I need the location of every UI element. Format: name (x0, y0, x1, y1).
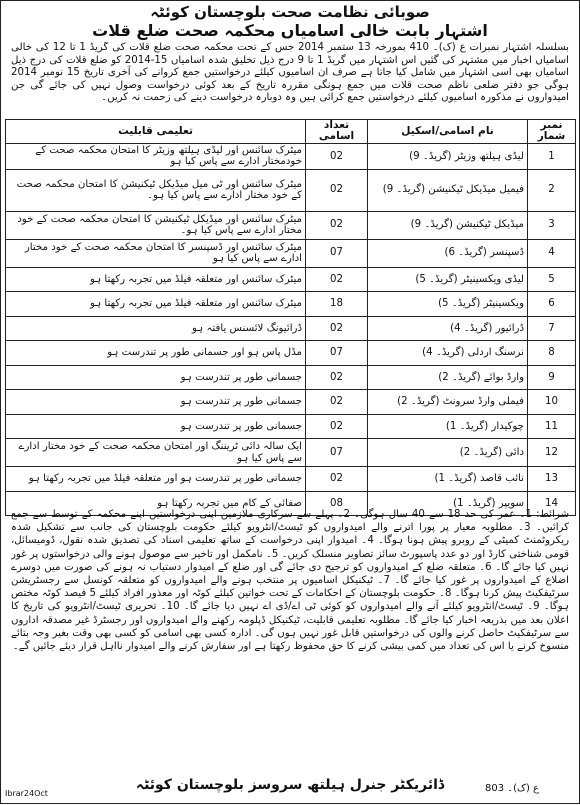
table-row (6, 365, 576, 390)
table-row (6, 414, 576, 439)
table-row (6, 341, 576, 366)
qualification-cell: صفائی کے کام میں تجربہ رکھتا ہو (6, 491, 306, 516)
post-cell: فیمیل میڈیکل ٹیکنیشن (گریڈ۔ 9) (368, 169, 528, 211)
count-cell: 02 (306, 414, 368, 439)
table-row (6, 390, 576, 415)
qualification-cell: جسمانی طور پر تندرست ہو (6, 390, 306, 415)
reference-number: ع (ک)۔ 803 (484, 783, 539, 794)
table-row (6, 169, 576, 211)
header-serial: نمبر شمار (528, 120, 576, 144)
serial-cell: 5 (528, 267, 576, 292)
post-cell: چوکیدار (گریڈ۔ 1) (368, 414, 528, 439)
count-cell: 08 (306, 491, 368, 516)
post-cell: نرسنگ اردلی (گریڈ۔ 4) (368, 341, 528, 366)
post-cell: دائی (گریڈ۔ 2) (368, 439, 528, 467)
advertisement-footer (1, 775, 579, 805)
table-row (6, 143, 576, 169)
count-cell: 07 (306, 439, 368, 467)
header-count: تعداد اسامی (306, 120, 368, 144)
qualification-cell: مڈل پاس ہو اور جسمانی طور پر تندرست ہو (6, 341, 306, 366)
table-row (6, 467, 576, 492)
serial-cell: 13 (528, 467, 576, 492)
serial-cell: 4 (528, 239, 576, 267)
post-cell: لیڈی ویکسینیٹر (گریڈ۔ 5) (368, 267, 528, 292)
table-row (6, 267, 576, 292)
post-cell: ڈسپنسر (گریڈ۔ 6) (368, 239, 528, 267)
count-cell: 02 (306, 316, 368, 341)
qualification-cell: جسمانی طور پر تندرست ہو (6, 365, 306, 390)
serial-cell: 1 (528, 143, 576, 169)
serial-cell: 12 (528, 439, 576, 467)
source-tag: Ibrar24Oct (5, 789, 48, 798)
qualification-cell: میٹرک سائنس اور متعلقہ فیلڈ میں تجربہ رکھتا ہو (6, 267, 306, 292)
qualification-cell: میٹرک سائنس اور متعلقہ فیلڈ میں تجربہ رکھتا ہو (6, 292, 306, 317)
qualification-cell: میٹرک سائنس اور لیڈی ہیلتھ وزیٹر کا امتحان محکمہ صحت کے خودمختار ادارے سے پاس کیا ہو (6, 143, 306, 169)
qualification-cell: جسمانی طور پر تندرست ہو اور متعلقہ فیلڈ میں تجربہ رکھتا ہو (6, 467, 306, 492)
serial-cell: 9 (528, 365, 576, 390)
post-cell: میڈیکل ٹیکنیشن (گریڈ۔ 9) (368, 211, 528, 239)
post-cell: ویکسینیٹر (گریڈ۔ 5) (368, 292, 528, 317)
directorate-title: صوبائی نظامت صحت بلوچستان کوئٹہ (150, 3, 430, 21)
qualification-cell: ایک سالہ دائی ٹریننگ اور امتحان محکمہ صحت کے خود مختار ادارے سے پاس کیا ہو (6, 439, 306, 467)
table-row (6, 439, 576, 467)
serial-cell: 14 (528, 491, 576, 516)
table-row (6, 211, 576, 239)
count-cell: 02 (306, 169, 368, 211)
count-cell: 07 (306, 239, 368, 267)
qualification-cell: میٹرک سائنس اور ٹی میل میڈیکل ٹیکنیشن کا امتحان محکمہ صحت کے خود مختار ادارے سے پاس کیا ہو۔ (6, 169, 306, 211)
count-cell: 07 (306, 341, 368, 366)
intro-paragraph: بسلسلہ اشتہار نمبرات ع (ک)۔ 410 بمورخہ 13 ستمبر 2014 جس کے تحت محکمہ صحت ضلع قلات کی گریڈ 1 تا 12 کی خالی اسامیاں اخبار میں مشتہر کی گئیں اس اشتہار میں گریڈ 1 تا 9 درج ذیل تخلیق شدہ اسامیاں 15-2014 کو ضلع قلات کی درج ذیل اسامیاں بھی اسی اشتہار میں شامل کیا جاتا ہے صرف ان اسامیوں کیلئے درخواستیں جمع کروانے کی آخری تاریخ 15 نومبر 2014 ہوگی جو دفتر ضلعی ناظم صحت قلات میں جمع ہونگی مقررہ تاریخ کے بعد کوئی درخواست وصول نہیں کی جائے گی جن امیدواروں نے مذکورہ اسامیوں کیلئے درخواستیں جمع کرائی ہیں وہ دوبارہ درخواست دینے کی زحمت نہ کریں۔ (11, 42, 569, 104)
vacancies-table (5, 119, 576, 516)
serial-cell: 8 (528, 341, 576, 366)
serial-cell: 3 (528, 211, 576, 239)
advertisement-title: اشتہار بابت خالی اسامیاں محکمہ صحت ضلع قلات (92, 21, 488, 40)
header-post: نام اسامی/اسکیل (368, 120, 528, 144)
post-cell: سویپر (گریڈ۔ 1) (368, 491, 528, 516)
qualification-cell: میٹرک سائنس اور میڈیکل ٹیکنیشن کا امتحان محکمہ صحت کے خود مختار ادارے سے پاس کیا ہو۔ (6, 211, 306, 239)
count-cell: 02 (306, 467, 368, 492)
count-cell: 02 (306, 365, 368, 390)
serial-cell: 11 (528, 414, 576, 439)
post-cell: نائب قاصد (گریڈ۔ 1) (368, 467, 528, 492)
qualification-cell: ڈرائیونگ لائسنس یافتہ ہو (6, 316, 306, 341)
advertisement-header (1, 1, 579, 41)
table-row (6, 239, 576, 267)
post-cell: ڈرائیور (گریڈ۔ 4) (368, 316, 528, 341)
qualification-cell: جسمانی طور پر تندرست ہو (6, 414, 306, 439)
serial-cell: 7 (528, 316, 576, 341)
serial-cell: 6 (528, 292, 576, 317)
count-cell: 02 (306, 390, 368, 415)
count-cell: 02 (306, 211, 368, 239)
table-row (6, 292, 576, 317)
count-cell: 02 (306, 267, 368, 292)
qualification-cell: میٹرک سائنس اور ڈسپنسر کا امتحان محکمہ صحت کے خود مختار ادارے سے پاس کیا ہو (6, 239, 306, 267)
count-cell: 02 (306, 143, 368, 169)
vacancies-table-wrapper (6, 119, 576, 509)
issuing-authority: ڈائریکٹر جنرل ہیلتھ سروسز بلوچستان کوئٹہ (135, 777, 445, 793)
table-row (6, 316, 576, 341)
post-cell: وارڈ بوائے (گریڈ۔ 2) (368, 365, 528, 390)
table-header-row (6, 120, 576, 144)
serial-cell: 2 (528, 169, 576, 211)
post-cell: لیڈی ہیلتھ وزیٹر (گریڈ۔ 9) (368, 143, 528, 169)
post-cell: فیملی وارڈ سرونٹ (گریڈ۔ 2) (368, 390, 528, 415)
terms-conditions-paragraph: شرائط: 1۔ عمر کی حد 18 سے 40 سال ہوگی۔ 2۔ پہلے سے سرکاری ملازمین اپنی درخواستیں اپنے محکمہ کے توسط سے جمع کرائیں۔ 3۔ مطلوبہ معیار پر پورا اترنے والے امیدواروں کو ٹیسٹ/انٹرویو کیلئے حکومت بلوچستان کی جانب سے تشکیل شدہ ریکروٹمنٹ کمیٹی کے روبرو پیش ہونا ہوگا۔ 4۔ امیدوار اپنی درخواست کے ساتھ تعلیمی اسناد کی تصدیق شدہ نقول، ڈومیسائل، قومی شناختی کارڈ اور دو عدد پاسپورٹ سائز تصاویر منسلک کریں۔ 5۔ نامکمل اور تاخیر سے موصول ہونے والی درخواستوں پر غور نہیں کیا جائے گا۔ 6۔ متعلقہ ضلع کے امیدواروں کو ترجیح دی جائے گی اور ضلع کے امیدوار دستیاب نہ ہونے کی صورت میں دوسرے اضلاع کے امیدواروں پر غور کیا جائے گا۔ 7۔ ٹیکنیکل اسامیوں پر منتخب ہونے والے امیدواروں کو متعلقہ کونسل سے رجسٹریشن سرٹیفکیٹ پیش کرنا ہوگا۔ 8۔ حکومت بلوچستان کے احکامات کے تحت خواتین کیلئے کوٹہ اور معذور افراد کیلئے 5 فیصد کوٹہ مختص ہوگا۔ 9۔ ٹیسٹ/انٹرویو کیلئے آنے والے امیدواروں کو کوئی ٹی اے/ڈی اے نہیں دیا جائے گا۔ 10۔ تحریری ٹیسٹ/انٹرویو کی تاریخ کا اعلان بعد میں بذریعہ اخبار کیا جائے گا۔ مطلوبہ تعلیمی قابلیت، ٹیکنیکل ڈپلومہ رکھنے والے امیدواروں اور رجسٹرڈ غیر مصدقہ اداروں سے سرٹیفکیٹ حاصل کرنے والوں کی درخواستیں قابل غور نہیں ہوں گی۔ ادارہ کسی بھی اسامی کو کسی بھی وقت بغیر وجہ بتائے منسوخ کرنے یا اس کی تعداد میں کمی بیشی کرنے کا حق محفوظ رکھتا ہے اور سفارش کرنے والے امیدوار نااہل قرار دیئے جائیں گے۔ (11, 509, 569, 653)
count-cell: 18 (306, 292, 368, 317)
header-qualification: تعلیمی قابلیت (6, 120, 306, 144)
serial-cell: 10 (528, 390, 576, 415)
